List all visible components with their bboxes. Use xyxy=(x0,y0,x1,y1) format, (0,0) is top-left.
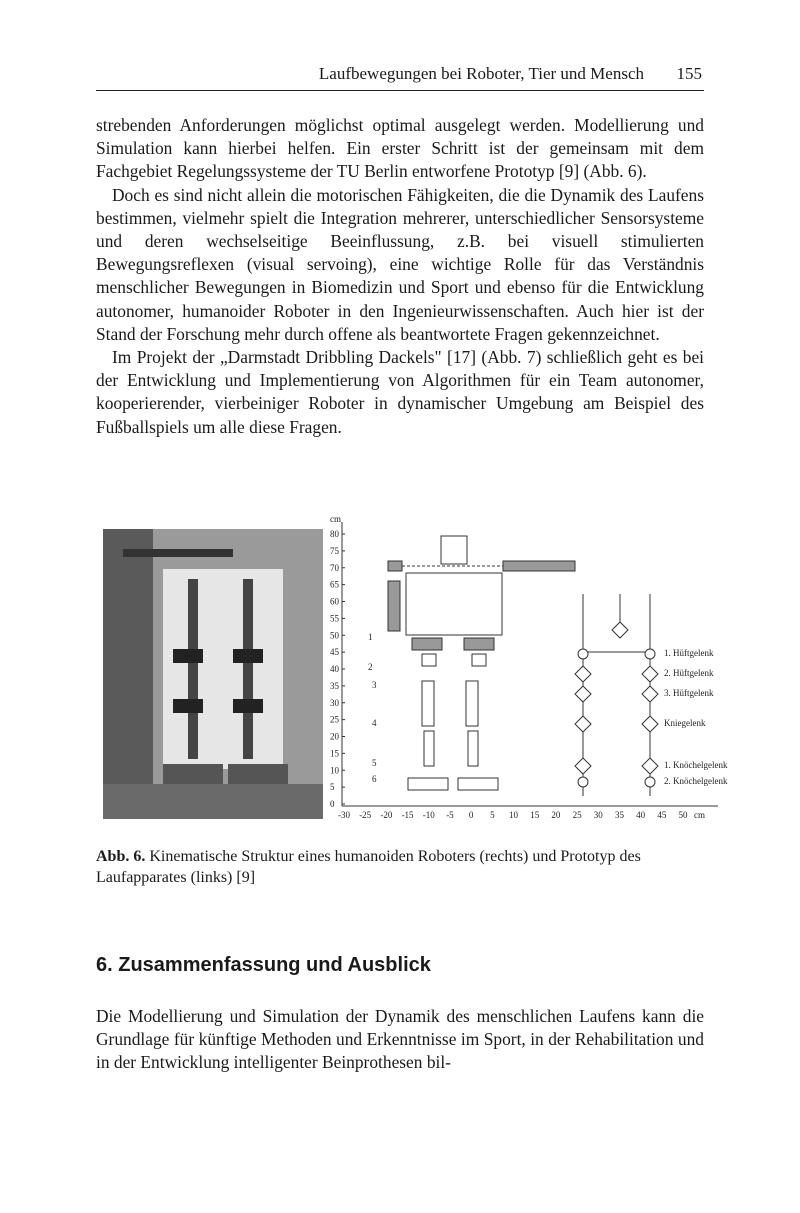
page-number: 155 xyxy=(676,64,702,83)
y-tick-label: 65 xyxy=(330,579,339,590)
x-tick-label: 35 xyxy=(614,810,624,820)
prototype-photo xyxy=(103,529,323,819)
x-tick-label: -20 xyxy=(380,810,393,820)
figure-6 xyxy=(103,514,728,822)
y-tick-label: 70 xyxy=(330,562,339,573)
y-tick-label: 45 xyxy=(330,647,339,658)
caption-text: Kinematische Struktur eines humanoiden Roboters (rechts) und Prototyp des Laufapparates (links) [9] xyxy=(96,848,641,886)
joint-number: 2 xyxy=(368,662,373,672)
y-axis-unit: cm xyxy=(330,514,341,524)
y-tick-label: 60 xyxy=(330,596,339,607)
joint-label: 1. Knöchelgelenk xyxy=(664,760,728,770)
x-tick-label: -5 xyxy=(446,810,454,820)
x-tick-label: -15 xyxy=(401,810,414,820)
joint-label: 2. Knöchelgelenk xyxy=(664,776,728,786)
y-tick-label: 80 xyxy=(330,529,339,539)
y-tick-label: 0 xyxy=(330,799,335,809)
joint-label: Kniegelenk xyxy=(664,718,706,728)
y-tick-label: 5 xyxy=(330,782,335,793)
joint-label: 3. Hüftgelenk xyxy=(664,688,714,698)
joint-number: 5 xyxy=(372,758,377,768)
x-tick-label: 0 xyxy=(468,810,474,820)
section-body xyxy=(96,1005,704,1075)
y-tick-label: 35 xyxy=(330,680,339,691)
x-tick-label: 10 xyxy=(509,810,518,820)
y-tick-label: 25 xyxy=(330,714,339,725)
joint-number: 6 xyxy=(372,774,377,784)
kinematic-diagram xyxy=(328,514,728,822)
paragraph: Doch es sind nicht allein die motorischen Fähigkeiten, die die Dynamik des Laufens bestimmen, vielmehr spielt die Integration mehrerer, unterschiedlicher Sensorsysteme und deren wechselseitige Beeinflussung, z.B. bei visuell stimulierten Bewegungsreflexen (visual servoing), eine wichtige Rolle für das Verständnis menschlicher Bewegungen in Biomedizin und Sport und ebenso für die Entwicklung autonomer, humanoider Roboter in den Ingenieurwissenschaften. Auch hier ist der Stand der Forschung mehr durch offene als beantwortete Fragen gekennzeichnet. xyxy=(96,184,704,344)
x-tick-label: 5 xyxy=(490,810,495,820)
y-tick-label: 50 xyxy=(330,630,339,641)
x-tick-label: 50 xyxy=(678,810,688,820)
running-head xyxy=(96,58,704,91)
paragraph: Die Modellierung und Simulation der Dynamik des menschlichen Laufens kann die Grundlage für künftige Methoden und Erkenntnisse im Sport, in der Rehabilitation und in der Entwicklung intelligenter Beinprothesen bil- xyxy=(96,1006,704,1073)
joint-number: 4 xyxy=(372,718,377,728)
x-tick-label: -10 xyxy=(422,810,435,820)
x-tick-label: 40 xyxy=(636,810,646,820)
y-tick-label: 15 xyxy=(330,748,339,759)
x-tick-label: 15 xyxy=(530,810,540,820)
joint-label: 2. Hüftgelenk xyxy=(664,668,714,678)
x-axis-unit: cm xyxy=(694,810,705,820)
paragraph: Im Projekt der „Darmstadt Dribbling Dackels" [17] (Abb. 7) schließlich geht es bei der Entwicklung und Implementierung von Algorithmen für ein Team autonomer, kooperierender, vierbeiniger Roboter in dynamischer Umgebung am Beispiel des Fußballspiels um alle diese Fragen. xyxy=(96,347,704,437)
x-tick-label: 30 xyxy=(593,810,603,820)
x-tick-label: 25 xyxy=(572,810,582,820)
y-tick-label: 20 xyxy=(330,731,339,742)
body-text xyxy=(96,114,704,439)
joint-label: 1. Hüftgelenk xyxy=(664,648,714,658)
joint-number: 3 xyxy=(372,680,377,690)
running-title: Laufbewegungen bei Roboter, Tier und Mensch xyxy=(318,64,644,83)
y-tick-label: 30 xyxy=(330,697,339,708)
x-tick-label: -25 xyxy=(359,810,372,820)
paragraph: strebenden Anforderungen möglichst optimal ausgelegt werden. Modellierung und Simulation kann hierbei helfen. Ein erster Schritt ist der gemeinsam mit dem Fachgebiet Regelungssysteme der TU Berlin entworfene Prototyp [9] (Abb. 6). xyxy=(96,115,704,182)
y-tick-label: 10 xyxy=(330,765,339,776)
section-title: 6. Zusammenfassung und Ausblick xyxy=(96,954,431,976)
x-tick-label: -30 xyxy=(338,810,350,820)
y-tick-label: 40 xyxy=(330,664,339,674)
y-tick-label: 75 xyxy=(330,545,339,556)
joint-number: 1 xyxy=(368,632,373,642)
caption-label: Abb. 6. xyxy=(96,848,146,865)
y-tick-label: 55 xyxy=(330,613,339,624)
x-tick-label: 45 xyxy=(657,810,667,820)
x-tick-label: 20 xyxy=(551,810,561,820)
figure-caption xyxy=(96,846,704,888)
